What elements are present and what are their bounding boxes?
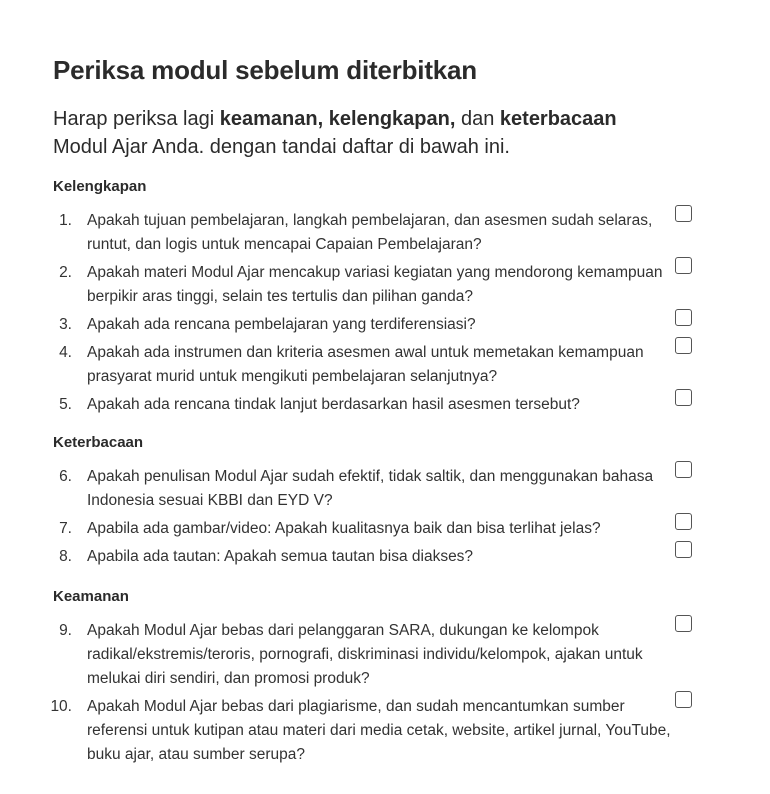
item-text: Apakah ada rencana pembelajaran yang terdiferensiasi?	[87, 316, 476, 333]
item-number: 3.	[59, 316, 72, 333]
intro-text	[53, 105, 673, 161]
item-text: Apakah Modul Ajar bebas dari pelanggaran SARA, dukungan ke kelompok radikal/ekstremis/teroris, pornografi, diskriminasi individu/kelompok, ajakan untuk melukai diri sendiri, dan promosi produk?	[87, 622, 643, 687]
item-text: Apabila ada gambar/video: Apakah kualitasnya baik dan bisa terlihat jelas?	[87, 520, 601, 537]
item-number: 2.	[59, 264, 72, 281]
checklist-item	[53, 313, 693, 337]
checklist-item	[53, 209, 693, 257]
item-checkbox[interactable]	[675, 389, 692, 406]
item-number: 10.	[50, 698, 72, 715]
intro-part1: Harap periksa lagi	[53, 108, 220, 130]
intro-part3: Modul Ajar Anda. dengan tandai daftar di bawah ini.	[53, 136, 510, 158]
item-text: Apakah penulisan Modul Ajar sudah efektif, tidak saltik, dan menggunakan bahasa Indonesia sesuai KBBI dan EYD V?	[87, 468, 654, 509]
item-checkbox[interactable]	[675, 615, 692, 632]
item-number: 1.	[59, 212, 72, 229]
item-checkbox[interactable]	[675, 309, 692, 326]
item-checkbox[interactable]	[675, 513, 692, 530]
checklist-item	[50, 695, 693, 767]
section-keterbacaan	[53, 433, 770, 569]
intro-bold1: keamanan, kelengkapan,	[219, 108, 456, 130]
checklist-item	[53, 261, 693, 309]
item-text: Apakah Modul Ajar bebas dari plagiarisme, dan sudah mencantumkan sumber referensi untuk kutipan atau materi dari media cetak, website, artikel jurnal, YouTube, buku ajar, atau sumber serupa?	[87, 698, 671, 763]
item-checkbox[interactable]	[675, 461, 692, 478]
checklist-item	[53, 619, 693, 691]
checklist	[53, 465, 770, 569]
item-text: Apakah ada instrumen dan kriteria asesmen awal untuk memetakan kemampuan prasyarat murid untuk mengikuti pembelajaran selanjutnya?	[87, 344, 644, 385]
item-number: 9.	[59, 622, 72, 639]
item-number: 5.	[59, 396, 72, 413]
section-title: Keamanan	[53, 588, 129, 605]
checklist-item	[53, 465, 693, 513]
checklist-item	[53, 545, 693, 569]
item-number: 8.	[59, 548, 72, 565]
item-checkbox[interactable]	[675, 541, 692, 558]
item-text: Apakah tujuan pembelajaran, langkah pembelajaran, dan asesmen sudah selaras, runtut, dan logis untuk mencapai Capaian Pembelajaran?	[87, 212, 653, 253]
section-keamanan	[50, 587, 770, 767]
checklist-item	[53, 341, 693, 389]
section-title: Kelengkapan	[53, 178, 147, 195]
item-text: Apakah materi Modul Ajar mencakup variasi kegiatan yang mendorong kemampuan berpikir aras tinggi, selain tes tertulis dan pilihan ganda?	[87, 264, 663, 305]
checklist	[53, 209, 770, 417]
checklist-item	[53, 517, 693, 541]
page-title: Periksa modul sebelum diterbitkan	[53, 55, 477, 85]
item-number: 4.	[59, 344, 72, 361]
item-text: Apabila ada tautan: Apakah semua tautan bisa diakses?	[87, 548, 474, 565]
checklist	[50, 619, 770, 767]
item-checkbox[interactable]	[675, 205, 692, 222]
item-checkbox[interactable]	[675, 257, 692, 274]
item-number: 6.	[59, 468, 72, 485]
intro-part2: dan	[455, 108, 500, 130]
item-number: 7.	[59, 520, 72, 537]
checklist-item	[53, 393, 693, 417]
section-title: Keterbacaan	[53, 434, 144, 451]
item-text: Apakah ada rencana tindak lanjut berdasarkan hasil asesmen tersebut?	[87, 396, 580, 413]
item-checkbox[interactable]	[675, 691, 692, 708]
item-checkbox[interactable]	[675, 337, 692, 354]
intro-bold2: keterbacaan	[499, 108, 617, 130]
section-kelengkapan	[53, 177, 770, 417]
